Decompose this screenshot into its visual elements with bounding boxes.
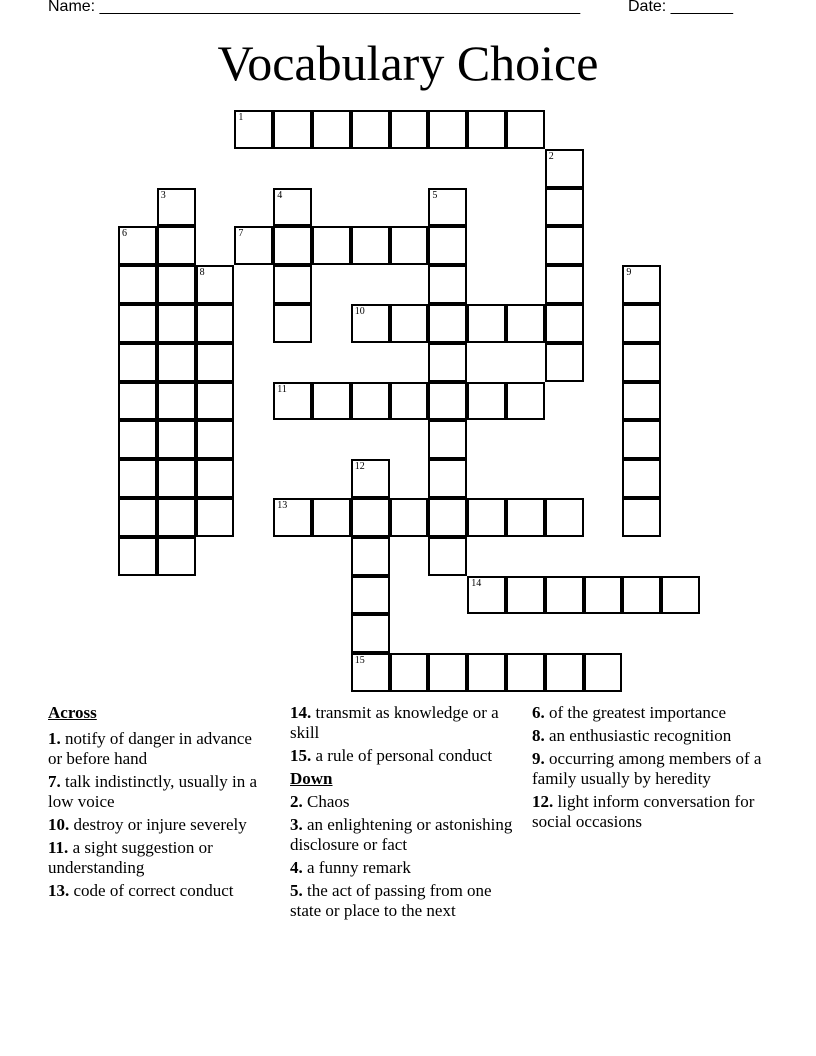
grid-cell[interactable] xyxy=(506,576,545,615)
grid-cell[interactable] xyxy=(118,420,157,459)
grid-cell[interactable] xyxy=(118,459,157,498)
clue-down-4 xyxy=(290,858,525,878)
cell-number: 9 xyxy=(626,267,632,279)
cell-number: 6 xyxy=(122,228,127,240)
grid-cell[interactable] xyxy=(351,576,390,615)
grid-cell[interactable] xyxy=(428,304,467,343)
cell-number: 8 xyxy=(199,267,205,279)
grid-cell[interactable] xyxy=(157,304,196,343)
grid-cell[interactable] xyxy=(196,420,235,459)
clue-text: of the greatest importance xyxy=(549,703,727,722)
clues-column-1 xyxy=(48,703,268,904)
clue-across-11 xyxy=(48,838,268,878)
grid-cell[interactable] xyxy=(273,226,312,265)
clues-column-2 xyxy=(290,703,525,924)
grid-cell[interactable] xyxy=(545,226,584,265)
grid-cell[interactable] xyxy=(273,265,312,304)
cell-number: 4 xyxy=(277,189,283,201)
grid-cell[interactable] xyxy=(428,498,467,537)
grid-cell[interactable] xyxy=(234,226,273,265)
grid-cell[interactable] xyxy=(312,382,351,421)
grid-cell[interactable] xyxy=(351,498,390,537)
grid-cell[interactable] xyxy=(428,343,467,382)
grid-cell[interactable] xyxy=(118,382,157,421)
grid-cell[interactable] xyxy=(157,226,196,265)
grid-cell[interactable] xyxy=(118,226,157,265)
grid-cell[interactable] xyxy=(622,459,661,498)
clue-text: a rule of personal conduct xyxy=(315,746,493,765)
clue-number: 14. xyxy=(290,703,312,722)
clue-number: 1. xyxy=(48,729,61,748)
clue-text: notify of danger in advance or before hand xyxy=(48,729,252,768)
grid-cell[interactable] xyxy=(157,459,196,498)
grid-cell[interactable] xyxy=(351,226,390,265)
grid-cell[interactable] xyxy=(428,653,467,692)
cell-number: 1 xyxy=(238,112,244,123)
grid-cell[interactable] xyxy=(622,498,661,537)
grid-cell[interactable] xyxy=(157,420,196,459)
grid-cell[interactable] xyxy=(351,653,390,692)
grid-cell[interactable] xyxy=(390,382,429,421)
grid-cell[interactable] xyxy=(467,304,506,343)
grid-cell[interactable] xyxy=(545,343,584,382)
clue-text: an enthusiastic recognition xyxy=(549,726,732,745)
clue-text: an enlightening or astonishing disclosure or fact xyxy=(290,815,513,854)
clue-down-12 xyxy=(532,792,772,832)
clue-down-6 xyxy=(532,703,772,723)
grid-cell[interactable] xyxy=(312,226,351,265)
grid-cell[interactable] xyxy=(545,498,584,537)
clue-number: 13. xyxy=(48,881,70,900)
clue-number: 5. xyxy=(290,881,303,900)
grid-cell[interactable] xyxy=(506,498,545,537)
cell-number: 11 xyxy=(277,383,287,395)
grid-cell[interactable] xyxy=(545,576,584,615)
grid-cell[interactable] xyxy=(118,304,157,343)
grid-cell[interactable] xyxy=(196,459,235,498)
grid-cell[interactable] xyxy=(351,537,390,576)
grid-cell[interactable] xyxy=(196,343,235,382)
grid-cell[interactable] xyxy=(545,304,584,343)
grid-cell[interactable] xyxy=(661,576,700,615)
grid-cell[interactable] xyxy=(118,265,157,304)
grid-cell[interactable] xyxy=(428,382,467,421)
clue-text: talk indistinctly, usually in a low voice xyxy=(48,772,258,811)
clue-number: 11. xyxy=(48,838,69,857)
grid-cell[interactable] xyxy=(157,382,196,421)
clue-text: the act of passing from one state or place to the next xyxy=(290,881,492,920)
date-field[interactable]: Date: _______ xyxy=(628,0,733,15)
grid-cell[interactable] xyxy=(157,343,196,382)
grid-cell[interactable] xyxy=(584,576,623,615)
clue-text: light inform conversation for social occasions xyxy=(532,792,755,831)
grid-cell[interactable] xyxy=(428,459,467,498)
grid-cell[interactable] xyxy=(467,498,506,537)
clue-number: 15. xyxy=(290,746,312,765)
grid-cell[interactable] xyxy=(506,653,545,692)
clue-across-7 xyxy=(48,772,268,812)
grid-cell[interactable] xyxy=(157,188,196,227)
grid-cell[interactable] xyxy=(545,265,584,304)
grid-cell[interactable] xyxy=(622,343,661,382)
clue-number: 9. xyxy=(532,749,545,768)
grid-cell[interactable] xyxy=(506,304,545,343)
cell-number: 13 xyxy=(277,500,288,511)
grid-cell[interactable] xyxy=(622,265,661,304)
grid-cell[interactable] xyxy=(118,537,157,576)
grid-cell[interactable] xyxy=(428,188,467,227)
clue-number: 10. xyxy=(48,815,70,834)
clue-text: destroy or injure severely xyxy=(73,815,247,834)
grid-cell[interactable] xyxy=(467,110,506,149)
grid-cell[interactable] xyxy=(118,498,157,537)
grid-cell[interactable] xyxy=(351,110,390,149)
grid-cell[interactable] xyxy=(506,110,545,149)
grid-cell[interactable] xyxy=(351,382,390,421)
grid-cell[interactable] xyxy=(467,576,506,615)
grid-cell[interactable] xyxy=(273,110,312,149)
clue-text: occurring among members of a family usually by heredity xyxy=(532,749,762,788)
down-heading: Down xyxy=(290,769,333,788)
clue-number: 2. xyxy=(290,792,303,811)
grid-cell[interactable] xyxy=(622,382,661,421)
grid-cell[interactable] xyxy=(467,382,506,421)
across-heading: Across xyxy=(48,703,97,722)
cell-number: 10 xyxy=(354,306,365,317)
clue-text: Chaos xyxy=(307,792,350,811)
grid-cell[interactable] xyxy=(428,110,467,149)
grid-cell[interactable] xyxy=(196,265,235,304)
grid-cell[interactable] xyxy=(196,498,235,537)
grid-cell[interactable] xyxy=(273,304,312,343)
clue-number: 3. xyxy=(290,815,303,834)
clue-across-14 xyxy=(290,703,525,743)
grid-cell[interactable] xyxy=(157,498,196,537)
grid-cell[interactable] xyxy=(312,110,351,149)
grid-cell[interactable] xyxy=(196,304,235,343)
clue-text: code of correct conduct xyxy=(73,881,234,900)
clue-across-15 xyxy=(290,746,525,766)
grid-cell[interactable] xyxy=(390,304,429,343)
grid-cell[interactable] xyxy=(622,304,661,343)
grid-cell[interactable] xyxy=(273,382,312,421)
clue-text: transmit as knowledge or a skill xyxy=(290,703,499,742)
cell-number: 15 xyxy=(354,655,365,667)
clue-number: 4. xyxy=(290,858,303,877)
grid-cell[interactable] xyxy=(390,110,429,149)
grid-cell[interactable] xyxy=(234,110,273,149)
grid-cell[interactable] xyxy=(273,498,312,537)
grid-cell[interactable] xyxy=(351,304,390,343)
grid-cell[interactable] xyxy=(467,653,506,692)
grid-cell[interactable] xyxy=(312,498,351,537)
clues-column-3 xyxy=(532,703,772,835)
grid-cell[interactable] xyxy=(351,459,390,498)
clue-across-10 xyxy=(48,815,268,835)
grid-cell[interactable] xyxy=(584,653,623,692)
grid-cell[interactable] xyxy=(390,226,429,265)
grid-cell[interactable] xyxy=(157,265,196,304)
grid-cell[interactable] xyxy=(390,653,429,692)
grid-cell[interactable] xyxy=(506,382,545,421)
grid-cell[interactable] xyxy=(545,188,584,227)
grid-cell[interactable] xyxy=(390,498,429,537)
grid-cell[interactable] xyxy=(545,653,584,692)
grid-cell[interactable] xyxy=(622,576,661,615)
clue-number: 8. xyxy=(532,726,545,745)
clue-down-5 xyxy=(290,881,525,921)
clue-text: a sight suggestion or understanding xyxy=(48,838,213,877)
header xyxy=(48,0,733,16)
clue-down-3 xyxy=(290,815,525,855)
puzzle-title: Vocabulary Choice xyxy=(217,35,599,91)
clue-number: 6. xyxy=(532,703,545,722)
grid-cell[interactable] xyxy=(428,226,467,265)
clue-across-1 xyxy=(48,729,268,769)
grid-cell[interactable] xyxy=(428,265,467,304)
clue-text: a funny remark xyxy=(307,858,411,877)
grid-cell[interactable] xyxy=(157,537,196,576)
grid-cell[interactable] xyxy=(273,188,312,227)
cell-number: 5 xyxy=(432,189,438,201)
clue-down-2 xyxy=(290,792,525,812)
grid-cell[interactable] xyxy=(428,420,467,459)
clue-down-9 xyxy=(532,749,772,789)
clue-down-8 xyxy=(532,726,772,746)
grid-cell[interactable] xyxy=(622,420,661,459)
clue-number: 7. xyxy=(48,772,61,791)
grid-cell[interactable] xyxy=(428,537,467,576)
cell-number: 7 xyxy=(238,228,244,240)
name-field[interactable]: Name: ______________________________________________________ xyxy=(48,0,581,15)
clue-across-13 xyxy=(48,881,268,901)
grid-cell[interactable] xyxy=(196,382,235,421)
cell-number: 2 xyxy=(548,150,554,162)
clue-number: 12. xyxy=(532,792,554,811)
grid-cell[interactable] xyxy=(351,614,390,653)
cell-number: 14 xyxy=(471,577,482,589)
grid-cell[interactable] xyxy=(118,343,157,382)
cell-number: 12 xyxy=(354,461,365,473)
cell-number: 3 xyxy=(160,189,166,201)
grid-cell[interactable] xyxy=(545,149,584,188)
